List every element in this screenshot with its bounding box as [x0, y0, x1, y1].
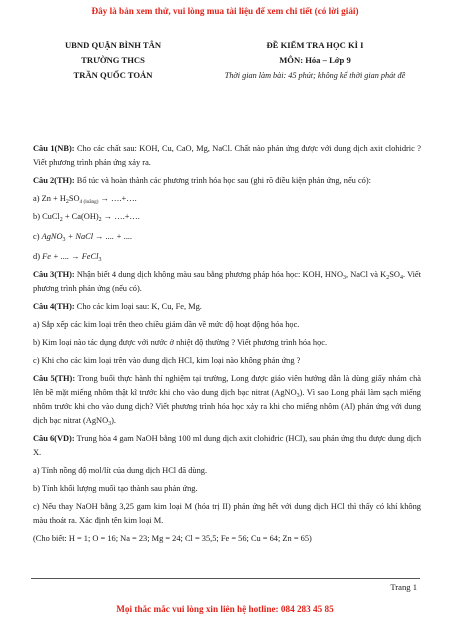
question-6c: c) Nếu thay NaOH bằng 3,25 gam kim loại M (hóa trị II) phản ứng hết với dung dịch HCl thì thấy có khí không màu thoát ra. Xác định tên kim loại M.: [33, 502, 421, 526]
question-3: Câu 3(TH): Nhận biết 4 dung dịch không màu sau bằng phương pháp hóa học: KOH, $HNO_3$, NaCl và $K_2SO_4$. Viết phương trình phản ứng (nếu có).: [33, 270, 421, 293]
school-name: TRẦN QUỐC TOẢN: [73, 70, 153, 80]
question-text: Bổ túc và hoàn thành các phương trình hóa học sau (ghi rõ điều kiện phản ứng, nếu có):: [74, 176, 371, 185]
question-label: Câu 1(NB):: [33, 144, 75, 153]
question-label: Câu 3(TH):: [33, 270, 75, 280]
question-label: Câu 4(TH):: [33, 302, 75, 312]
question-label: Câu 5(TH):: [33, 374, 76, 384]
exam-title: ĐỀ KIỂM TRA HỌC KÌ I: [266, 40, 364, 50]
hotline-banner: Mọi thắc mắc vui lòng xin liên hệ hotline: 084 283 45 85: [116, 604, 334, 614]
question-label: Câu 6(VD):: [33, 434, 75, 444]
question-6: [33, 432, 421, 460]
equation-d: d) Fe + .... → FeCl$_3$: [33, 252, 102, 263]
footer-divider: [31, 578, 420, 579]
school-header: [28, 38, 198, 83]
equation-a: a) $Zn + H_2SO_{4 (loãng)}$ → ….+….: [33, 194, 137, 206]
district-name: UBND QUẬN BÌNH TÂN: [64, 40, 162, 50]
question-1: [33, 142, 421, 170]
question-5: Câu 5(TH): Trong buổi thực hành thí nghiệm tại trường, Long được giáo viên hướng dẫn là dùng giấy nhám chà lên bề mặt miếng nhôm thật kĩ trước khi cho vào dung dịch bạc nitrat (AgNO$_3$). Vì sao Long phải làm sạch miếng nhôm trước khi cho vào dung dịch? Viết phương trình hóa học xảy ra khi cho miếng nhôm (Al) phản ứng với dung dịch bạc nitrat (AgNO$_3$).: [33, 374, 421, 428]
equation-c: c) AgNO$_3$ + NaCl → .... + ....: [33, 232, 133, 244]
exam-time: Thời gian làm bài: 45 phút; không kể thời gian phát đề: [224, 71, 406, 80]
preview-banner: Đây là bản xem thử, vui lòng mua tài liệu để xem chi tiết (có lời giải): [91, 6, 359, 16]
question-4b: b) Kim loại nào tác dụng được với nước ở nhiệt độ thường ? Viết phương trình hóa học.: [33, 338, 328, 348]
question-4: [33, 300, 421, 314]
school-type: TRƯỜNG THCS: [81, 55, 145, 65]
question-text: Cho các chất sau: KOH, Cu, CaO, Mg, NaCl. Chất nào phản ứng được với dung dịch axit clohidric ? Viết phương trình phản ứng xảy ra.: [33, 144, 422, 167]
question-4a: a) Sắp xếp các kim loại trên theo chiều giảm dần về mức độ hoạt động hóa học.: [33, 320, 300, 330]
question-4c: c) Khi cho các kim loại trên vào dung dịch HCl, kim loại nào không phản ứng ?: [33, 356, 301, 366]
question-text: Cho các kim loại sau: K, Cu, Fe, Mg.: [74, 302, 202, 312]
question-2: [33, 174, 421, 188]
page-number: Trang 1: [390, 582, 417, 592]
question-label: Câu 2(TH):: [33, 176, 75, 185]
exam-body: [33, 142, 421, 551]
question-6a: a) Tính nồng độ mol/lít của dung dịch HCl đã dùng.: [33, 466, 208, 476]
equation-b: b) CuCl$_2$ + $Ca(OH)_2$ → ….+….: [33, 212, 140, 224]
exam-header: [190, 38, 440, 83]
atomic-mass-note: (Cho biết: H = 1; O = 16; Na = 23; Mg = 24; Cl = 35,5; Fe = 56; Cu = 64; Zn = 65): [33, 534, 312, 544]
question-6b: b) Tính khối lượng muối tạo thành sau phản ứng.: [33, 484, 198, 494]
question-text: Trung hòa 4 gam NaOH bằng 100 ml dung dịch axit clohiđric (HCl), sau phản ứng thu được dung dịch X.: [33, 434, 422, 458]
exam-subject: MÔN: Hóa – Lớp 9: [279, 55, 351, 65]
